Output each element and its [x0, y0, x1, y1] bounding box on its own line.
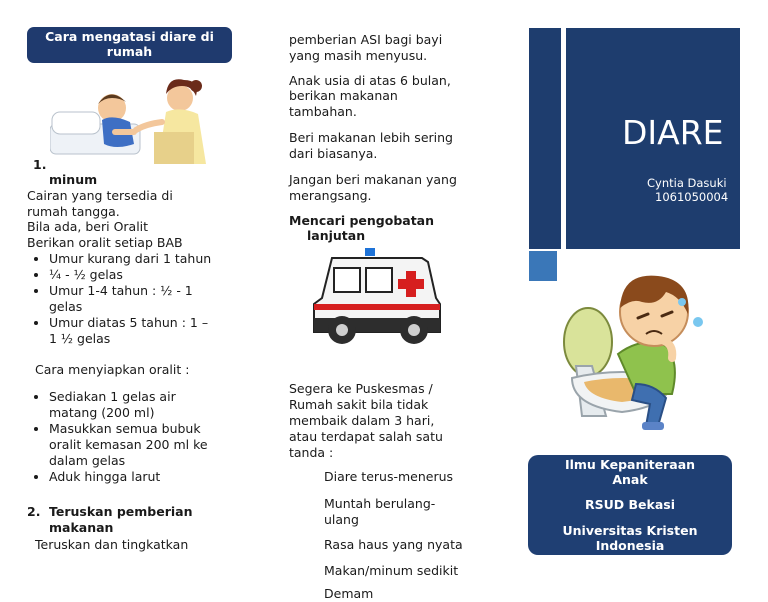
section-title-pengobatan: lanjutan	[307, 228, 366, 243]
sign-item: Demam	[324, 586, 374, 601]
para-puskesmas: atau terdapat salah satu	[289, 429, 443, 444]
prep-list	[27, 389, 242, 485]
step1-line: Bila ada, beri Oralit	[27, 219, 149, 234]
institution-line: Anak	[612, 472, 648, 487]
step1-number: 1.	[33, 157, 47, 172]
step2-number: 2.	[27, 504, 41, 519]
step2-title: makanan	[49, 520, 114, 535]
institution-box	[528, 455, 732, 555]
cover-author: Cyntia Dasuki	[647, 176, 727, 190]
para-usia: tambahan.	[289, 104, 357, 119]
step1-line: rumah tangga.	[27, 204, 120, 219]
prep-item: • Aduk hingga larut	[49, 469, 242, 485]
para-usia: berikan makanan	[289, 88, 398, 103]
sign-item: Rasa haus yang nyata	[324, 537, 463, 552]
para-merangsang: merangsang.	[289, 188, 372, 203]
step1-line: Cairan yang tersedia di	[27, 188, 173, 203]
institution-line: Indonesia	[595, 538, 665, 553]
cover-accent-square	[529, 251, 557, 281]
step1-title: minum	[49, 172, 98, 187]
step2-text: Teruskan dan tingkatkan	[35, 537, 189, 552]
para-puskesmas: tanda :	[289, 445, 334, 460]
section-title-pengobatan: Mencari pengobatan	[289, 213, 435, 228]
prep-item: • Masukkan semua bubuk oralit kemasan 200 ml ke dalam gelas	[49, 421, 242, 469]
para-puskesmas: Rumah sakit bila tidak	[289, 397, 429, 412]
dosage-item: • Umur diatas 5 tahun : 1 – 1 ½ gelas	[49, 315, 242, 347]
cover-title: DIARE	[622, 113, 724, 152]
para-puskesmas: membaik dalam 3 hari,	[289, 413, 435, 428]
step1-line: Berikan oralit setiap BAB	[27, 235, 183, 250]
para-asi: yang masih menyusu.	[289, 48, 428, 63]
dosage-list	[27, 251, 242, 347]
para-usia: Anak usia di atas 6 bulan,	[289, 73, 451, 88]
institution-line: Ilmu Kepaniteraan	[564, 457, 696, 472]
section-header-diare-rumah	[27, 27, 232, 63]
toilet-child-illustration	[562, 266, 712, 446]
cover-panel-divider	[561, 28, 566, 249]
para-sering: Beri makanan lebih sering	[289, 130, 453, 145]
cover-nim: 1061050004	[655, 190, 729, 204]
para-merangsang: Jangan beri makanan yang	[289, 172, 457, 187]
dosage-item: • Umur kurang dari 1 tahun	[49, 251, 242, 267]
step2-title: Teruskan pemberian	[49, 504, 193, 519]
sign-item: Diare terus-menerus	[324, 469, 454, 484]
dosage-item: • Umur 1-4 tahun : ½ - 1 gelas	[49, 283, 242, 315]
dosage-item: • ¼ - ½ gelas	[49, 267, 242, 283]
prep-title: Cara menyiapkan oralit :	[35, 362, 190, 377]
sign-item: Muntah berulang-	[324, 496, 436, 511]
institution-line: RSUD Bekasi	[585, 497, 675, 512]
institution-line: Universitas Kristen	[562, 523, 698, 538]
sign-item: Makan/minum sedikit	[324, 563, 459, 578]
sign-item: ulang	[324, 512, 359, 527]
para-asi: pemberian ASI bagi bayi	[289, 32, 443, 47]
header-text: Cara mengatasi diare di rumah	[45, 29, 214, 59]
prep-item: • Sediakan 1 gelas air matang (200 ml)	[49, 389, 242, 421]
para-sering: dari biasanya.	[289, 146, 378, 161]
ambulance-illustration	[310, 248, 450, 348]
para-puskesmas: Segera ke Puskesmas /	[289, 381, 433, 396]
mother-child-illustration	[50, 74, 212, 166]
